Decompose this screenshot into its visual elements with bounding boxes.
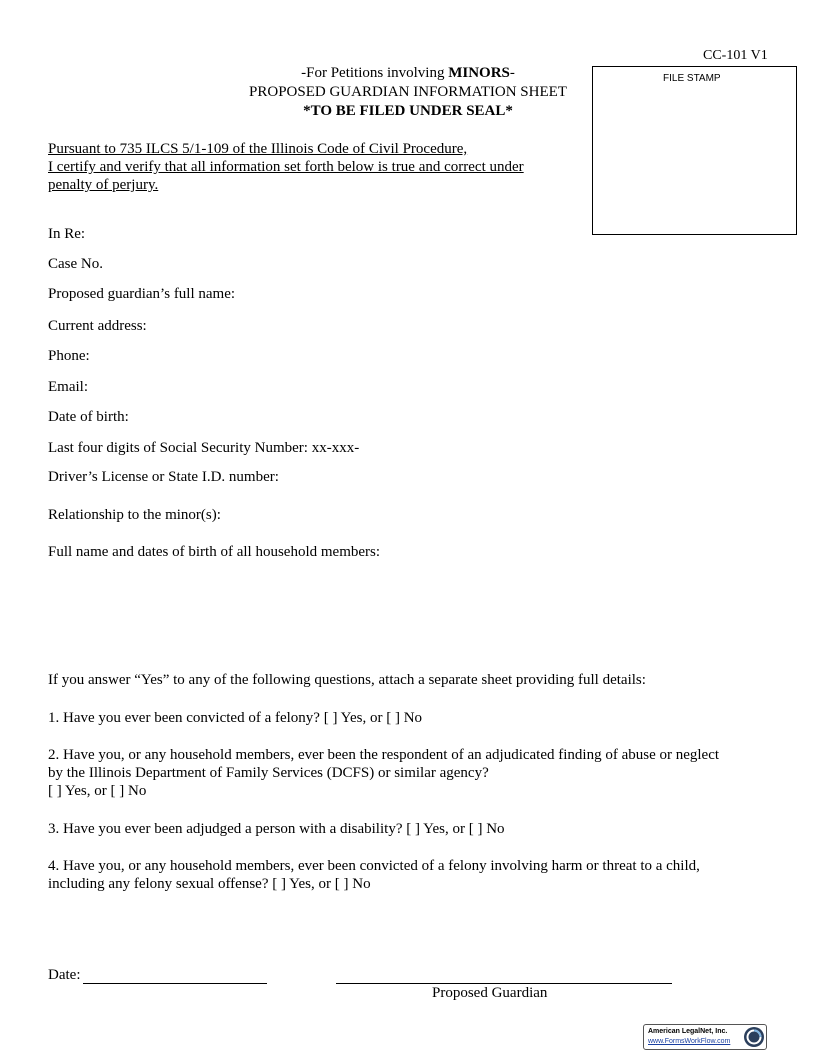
question-3: 3. Have you ever been adjudged a person with a disability? [ ] Yes, or [ ] No [48,821,505,837]
instructions: If you answer “Yes” to any of the following questions, attach a separate sheet providing full details: [48,672,646,688]
question-2-line-1: 2. Have you, or any household members, ever been the respondent of an adjudicated finding of abuse or neglect [48,747,720,763]
guardian-name-label: Proposed guardian’s full name: [48,286,236,302]
form-header [232,64,584,121]
header-seal-text: *TO BE FILED UNDER SEAL* [303,103,513,119]
current-address-label: Current address: [48,318,147,334]
date-line[interactable] [83,983,267,984]
certification-line-3: penalty of perjury. [48,177,159,193]
file-stamp-box [592,66,797,235]
form-number: CC-101 V1 [703,48,768,63]
drivers-license-label: Driver’s License or State I.D. number: [48,469,279,485]
header-line-1-prefix: -For Petitions involving [301,65,449,81]
question-4-line-1: 4. Have you, or any household members, ever been convicted of a felony involving harm or threat to a child, [48,858,700,874]
signature-line[interactable] [336,983,672,984]
email-label: Email: [48,379,88,395]
header-title: PROPOSED GUARDIAN INFORMATION SHEET [249,84,567,100]
certification-line-2: I certify and verify that all information set forth below is true and correct under [48,159,524,175]
ssn-label: Last four digits of Social Security Number: xx-xxx- [48,440,360,456]
dob-label: Date of birth: [48,409,129,425]
question-4-line-2: including any felony sexual offense? [ ] Yes, or [ ] No [48,876,371,892]
workflow-logo-icon [743,1026,765,1048]
question-4 [48,857,778,893]
question-1: 1. Have you ever been convicted of a felony? [ ] Yes, or [ ] No [48,710,423,726]
in-re-label: In Re: [48,226,86,242]
certification-line-1: Pursuant to 735 ILCS 5/1-109 of the Illinois Code of Civil Procedure, [48,141,468,157]
header-line-1 [232,64,584,83]
header-seal-notice [232,102,584,121]
logo-url[interactable]: www.FormsWorkFlow.com [648,1038,731,1045]
relationship-label: Relationship to the minor(s): [48,507,221,523]
certification-statement [48,140,568,194]
household-members-label: Full name and dates of birth of all household members: [48,544,381,560]
footer-logo [643,1024,767,1050]
question-2-line-3: [ ] Yes, or [ ] No [48,783,147,799]
logo-company-name: American LegalNet, Inc. [648,1028,728,1035]
header-line-1-suffix: - [509,65,515,81]
proposed-guardian-label: Proposed Guardian [432,985,548,1001]
question-2-line-2: by the Illinois Department of Family Services (DCFS) or similar agency? [48,765,489,781]
header-minors: MINORS [448,65,510,81]
question-2 [48,746,778,800]
file-stamp-label: FILE STAMP [663,73,721,84]
date-label: Date: [48,967,81,983]
case-no-label: Case No. [48,256,103,272]
phone-label: Phone: [48,348,90,364]
